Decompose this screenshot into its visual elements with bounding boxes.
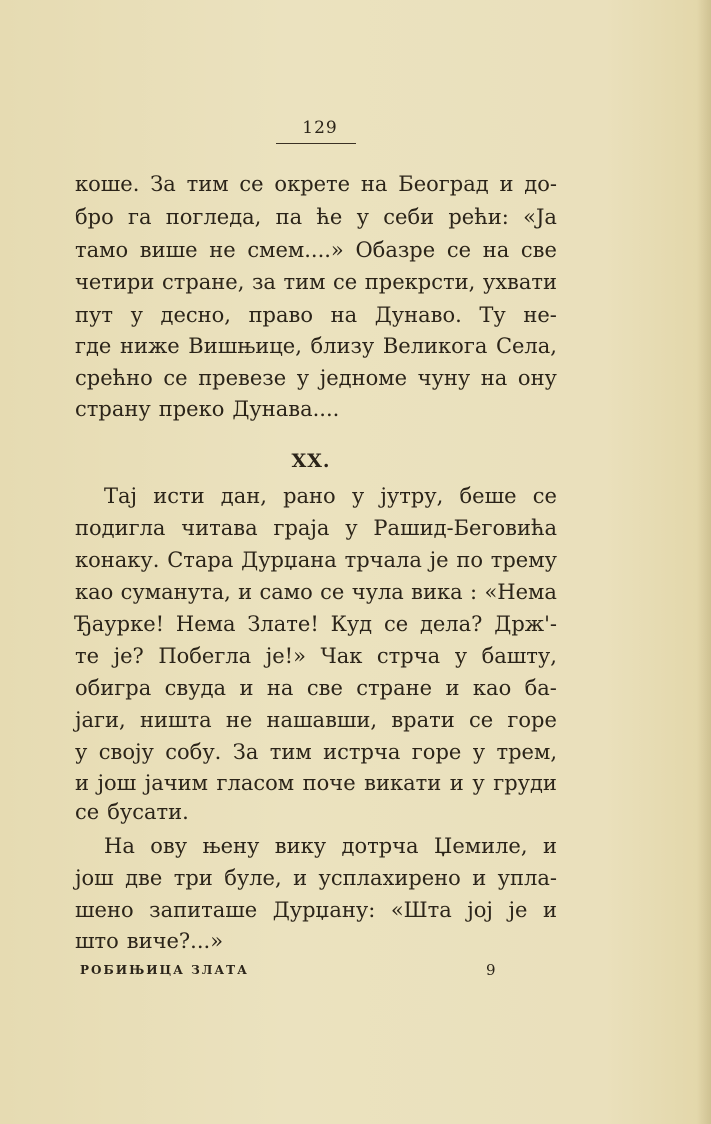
text-line: [75, 742, 557, 763]
word: и: [75, 771, 89, 795]
word: те: [75, 644, 100, 668]
word: све: [520, 238, 557, 262]
word: на: [266, 676, 294, 700]
word: се: [446, 238, 472, 262]
word: Злате!: [247, 612, 319, 636]
word: окрете: [274, 172, 351, 196]
word: и: [472, 866, 487, 890]
word: собу.: [165, 740, 222, 764]
word: се: [320, 580, 345, 604]
word: на: [360, 172, 388, 196]
word: и: [445, 676, 460, 700]
text-line: [104, 836, 557, 857]
word: и: [293, 866, 308, 890]
word: и: [239, 676, 254, 700]
word: конаку.: [75, 548, 160, 572]
word: За: [150, 172, 176, 196]
word: у: [351, 484, 365, 508]
word: Великога: [382, 334, 488, 358]
word: горе: [507, 708, 557, 732]
word: стране,: [161, 270, 245, 294]
word: преко: [158, 397, 225, 421]
text-line: [75, 550, 557, 571]
word: и: [238, 580, 253, 604]
word: јутру,: [380, 484, 444, 508]
word: трем,: [496, 740, 557, 764]
word: Вишњице,: [188, 334, 302, 358]
word: право: [248, 303, 313, 327]
word: обигра: [75, 676, 152, 700]
word: јој: [467, 898, 493, 922]
word: :: [470, 580, 478, 604]
footer-book-title: РОБИЊИЦА ЗЛАТА: [80, 963, 249, 977]
word: стране: [356, 676, 433, 700]
word: усплахирено: [318, 866, 461, 890]
word: је: [429, 548, 449, 572]
text-line: [75, 900, 557, 921]
word: смем....»: [247, 238, 344, 262]
word: Држ'-: [494, 612, 557, 636]
word: подигла: [75, 516, 166, 540]
word: Дунаво.: [374, 303, 462, 327]
section-heading: XX.: [291, 450, 331, 472]
word: где: [75, 334, 112, 358]
word: се: [383, 612, 409, 636]
word: ба-: [524, 676, 557, 700]
word: чула: [351, 580, 404, 604]
word: башту,: [481, 644, 557, 668]
word: горе: [411, 740, 462, 764]
word: три: [173, 866, 213, 890]
word: је!»: [265, 644, 306, 668]
word: се: [468, 708, 494, 732]
page-edge-shadow: [697, 0, 711, 1124]
word: се: [532, 484, 557, 508]
text-line: [75, 802, 557, 823]
text-line: [75, 399, 557, 420]
word: страну: [75, 397, 151, 421]
word: шено: [75, 898, 134, 922]
word: не: [209, 238, 236, 262]
word: се: [239, 172, 264, 196]
word: га: [128, 205, 152, 229]
word: у: [296, 366, 310, 390]
word: и: [499, 172, 514, 196]
word: вику: [274, 834, 327, 858]
word: у: [454, 644, 468, 668]
word: своју: [98, 740, 154, 764]
word: на: [482, 238, 510, 262]
word: Дурџана: [241, 548, 337, 572]
word: се: [163, 366, 188, 390]
word: близу: [310, 334, 375, 358]
word: трему: [490, 548, 557, 572]
word: само: [259, 580, 313, 604]
text-line: [75, 518, 557, 539]
word: дотрча: [341, 834, 419, 858]
word: Стара: [167, 548, 234, 572]
word: Обазре: [355, 238, 436, 262]
text-line: [75, 931, 557, 952]
word: на: [480, 366, 508, 390]
word: на: [330, 303, 358, 327]
word: граја: [273, 516, 330, 540]
text-line: [75, 368, 557, 389]
word: себи: [383, 205, 435, 229]
word: Ту: [479, 303, 506, 327]
word: за: [251, 270, 276, 294]
word: рећи:: [448, 205, 509, 229]
word: срећно: [75, 366, 153, 390]
word: Дунава....: [232, 397, 340, 421]
word: као: [75, 580, 114, 604]
word: Београд: [398, 172, 489, 196]
word: гласом: [216, 771, 295, 795]
text-line: [75, 773, 557, 794]
text-line: [75, 710, 557, 731]
word: једноме: [319, 366, 408, 390]
word: бусати.: [107, 800, 189, 824]
word: не-: [523, 303, 557, 327]
word: «Ја: [523, 205, 557, 229]
text-line: [75, 646, 557, 667]
word: На: [104, 834, 135, 858]
text-line: [75, 678, 557, 699]
word: па: [275, 205, 303, 229]
word: не: [225, 708, 253, 732]
word: читава: [181, 516, 258, 540]
word: врати: [391, 708, 455, 732]
word: ухвати: [482, 270, 557, 294]
footer-signature-mark: 9: [486, 961, 496, 979]
word: чуну: [417, 366, 471, 390]
word: Рашид-Беговића: [373, 516, 557, 540]
word: у: [356, 205, 369, 229]
word: у: [75, 740, 88, 764]
word: ниже: [119, 334, 180, 358]
word: За: [232, 740, 259, 764]
word: ће: [316, 205, 343, 229]
text-line: [104, 486, 557, 507]
word: запиташе: [149, 898, 258, 922]
word: још: [75, 866, 114, 890]
word: Нема: [175, 612, 236, 636]
word: Куд: [330, 612, 373, 636]
word: тим: [186, 172, 229, 196]
word: викати: [364, 771, 442, 795]
word: и: [542, 834, 557, 858]
word: што: [75, 929, 119, 953]
word: десно,: [160, 303, 231, 327]
word: се: [333, 270, 358, 294]
word: све: [306, 676, 343, 700]
word: исти: [153, 484, 205, 508]
word: «Шта: [390, 898, 452, 922]
word: јачим: [144, 771, 208, 795]
word: вика: [411, 580, 463, 604]
word: у: [472, 740, 486, 764]
word: беше: [459, 484, 517, 508]
word: свуда: [164, 676, 227, 700]
page-number: 129: [302, 118, 338, 138]
word: Џемиле,: [434, 834, 528, 858]
word: стрча: [376, 644, 441, 668]
text-line: [75, 207, 557, 228]
word: груди: [493, 771, 557, 795]
word: нашавши,: [266, 708, 378, 732]
word: ништа: [139, 708, 212, 732]
word: је?: [113, 644, 144, 668]
word: упла-: [497, 866, 557, 890]
word: јаги,: [75, 708, 126, 732]
word: «Нема: [484, 580, 557, 604]
word: и: [542, 898, 557, 922]
word: у: [130, 303, 143, 327]
word: дела?: [419, 612, 483, 636]
header-rule: [276, 143, 356, 144]
word: суманута,: [120, 580, 231, 604]
word: бро: [75, 205, 114, 229]
word: у: [472, 771, 485, 795]
word: Тај: [104, 484, 138, 508]
word: Дурџану:: [272, 898, 376, 922]
word: по: [456, 548, 483, 572]
word: Побегла: [158, 644, 252, 668]
word: погледа,: [165, 205, 262, 229]
text-line: [75, 240, 557, 261]
word: Ђаурке!: [75, 612, 165, 636]
word: и: [449, 771, 464, 795]
word: трчала: [344, 548, 422, 572]
word: прекрсти,: [364, 270, 476, 294]
word: ову: [150, 834, 188, 858]
word: у: [345, 516, 358, 540]
word: истрча: [323, 740, 401, 764]
word: Села,: [495, 334, 557, 358]
word: још: [97, 771, 137, 795]
word: ону: [517, 366, 557, 390]
word: коше.: [75, 172, 140, 196]
text-line: [75, 272, 557, 293]
word: четири: [75, 270, 155, 294]
text-line: [75, 614, 557, 635]
word: превезе: [198, 366, 287, 390]
text-line: [75, 305, 557, 326]
word: буле,: [224, 866, 282, 890]
text-line: [75, 336, 557, 357]
word: дан,: [220, 484, 267, 508]
word: виче?...»: [126, 929, 224, 953]
text-line: [75, 174, 557, 195]
word: пут: [75, 303, 113, 327]
word: Чак: [320, 644, 363, 668]
word: две: [125, 866, 163, 890]
word: се: [75, 800, 100, 824]
word: више: [139, 238, 198, 262]
word: рано: [283, 484, 336, 508]
text-line: [75, 868, 557, 889]
word: тим: [269, 740, 312, 764]
text-line: [75, 582, 557, 603]
word: као: [472, 676, 512, 700]
word: до-: [524, 172, 557, 196]
word: њену: [202, 834, 260, 858]
word: тим: [283, 270, 326, 294]
word: тамо: [75, 238, 129, 262]
word: је: [508, 898, 528, 922]
word: поче: [302, 771, 356, 795]
